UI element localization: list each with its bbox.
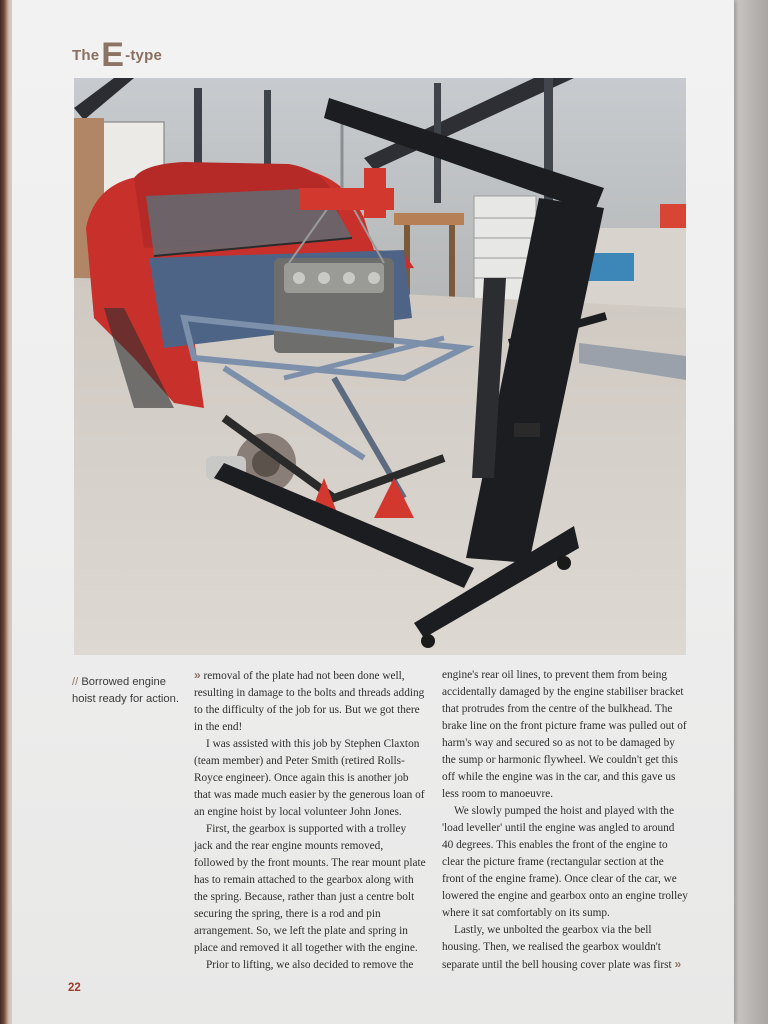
continue-mark: »: [674, 957, 682, 971]
continue-mark: »: [194, 668, 201, 682]
paragraph: We slowly pumped the hoist and played with the 'load leveller' until the engine was angled to around 40 degrees. This enables the front of the engine to clear the picture frame (rectangular section at the front of the engine frame). Once clear of the car, we lowered the engine and gearbox onto an engine trolley where it sat comfortably on its sump.: [442, 805, 688, 919]
paragraph-text: Lastly, we unbolted the gearbox via the bell housing. Then, we realised the gearbox wouldn't separate until the bell housing cover plate was first: [442, 924, 672, 971]
paragraph: First, the gearbox is supported with a trolley jack and the rear engine mounts removed, followed by the front mounts. The rear mount plate has to remain attached to the gearbox along with the spring. Because, rather than just a centre bolt securing the spring, there is a rod and pin arrangement. So, we left the plate and spring in place and removed it all together with the engine.: [194, 823, 426, 954]
caption-slashes: //: [72, 676, 79, 688]
caption-text: Borrowed engine hoist ready for action.: [72, 676, 179, 705]
body-column-1: [194, 667, 426, 974]
engine-hoist-photo: [74, 78, 686, 655]
paragraph: I was assisted with this job by Stephen Claxton (team member) and Peter Smith (retired Rolls-Royce engineer). Once again this is another job that was made much easier by the generous loan of an engine hoist by local volunteer John Jones.: [194, 738, 425, 818]
page-number: 22: [68, 982, 81, 994]
paragraph: Prior to lifting, we also decided to remove the: [206, 959, 414, 971]
paragraph-text: removal of the plate had not been done well, resulting in damage to the bolts and threads adding to the difficulty of the job for us. But we got there in the end!: [194, 670, 425, 733]
magazine-page: [12, 0, 734, 1024]
header-prefix: The: [72, 46, 100, 64]
header-suffix: -type: [125, 46, 163, 64]
paragraph: engine's rear oil lines, to prevent them from being accidentally damaged by the engine stabiliser bracket that protrudes from the centre of the bulkhead. The brake line on the front picture frame was pulled out of harm's way and secured so as not to be damaged by the sump or harmonic flywheel. We couldn't get this off while the engine was in the car, and this gave us less room to manoeuvre.: [442, 669, 687, 800]
paragraph: [442, 922, 688, 974]
section-header: [72, 38, 162, 72]
header-letter: E: [101, 36, 125, 74]
photo-caption: [72, 674, 190, 708]
paragraph: [194, 667, 426, 736]
body-column-2: [442, 667, 688, 974]
next-page-edge: [732, 0, 768, 1024]
